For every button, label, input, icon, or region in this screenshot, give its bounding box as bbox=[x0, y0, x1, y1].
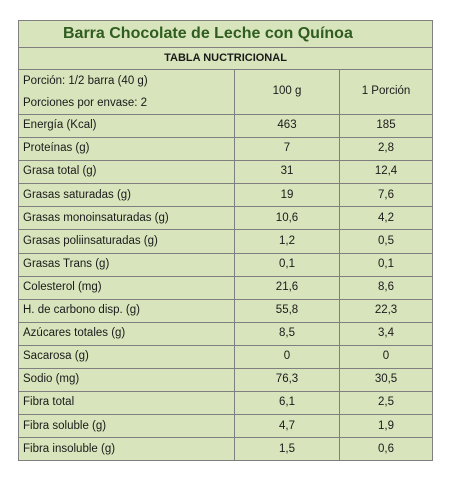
value-per-100g: 8,5 bbox=[235, 322, 340, 345]
nutrient-label: Grasas Trans (g) bbox=[19, 253, 235, 276]
column-header-100g: 100 g bbox=[235, 70, 340, 115]
table-row bbox=[19, 253, 433, 276]
table-row bbox=[19, 299, 433, 322]
title-row bbox=[19, 21, 433, 48]
value-per-portion: 3,4 bbox=[340, 322, 433, 345]
value-per-100g: 1,5 bbox=[235, 438, 340, 461]
nutrient-label: Proteínas (g) bbox=[19, 138, 235, 161]
nutrient-label: Fibra soluble (g) bbox=[19, 415, 235, 438]
nutrient-label: Grasa total (g) bbox=[19, 161, 235, 184]
value-per-100g: 7 bbox=[235, 138, 340, 161]
nutrition-table-container bbox=[18, 20, 432, 461]
table-row bbox=[19, 230, 433, 253]
nutrient-label: Fibra insoluble (g) bbox=[19, 438, 235, 461]
portion-info bbox=[19, 70, 235, 115]
table-row bbox=[19, 115, 433, 138]
value-per-portion: 2,5 bbox=[340, 392, 433, 415]
nutrient-label: Sacarosa (g) bbox=[19, 345, 235, 368]
portions-per-pack: Porciones por envase: 2 bbox=[23, 97, 148, 109]
value-per-portion: 0,5 bbox=[340, 230, 433, 253]
value-per-100g: 0 bbox=[235, 345, 340, 368]
value-per-portion: 0,6 bbox=[340, 438, 433, 461]
header-row bbox=[19, 70, 433, 115]
table-row bbox=[19, 138, 433, 161]
nutrition-table bbox=[18, 20, 433, 461]
value-per-portion: 0,1 bbox=[340, 253, 433, 276]
table-row bbox=[19, 322, 433, 345]
table-row bbox=[19, 207, 433, 230]
table-row bbox=[19, 415, 433, 438]
nutrient-label: Fibra total bbox=[19, 392, 235, 415]
column-header-portion: 1 Porción bbox=[340, 70, 433, 115]
value-per-100g: 31 bbox=[235, 161, 340, 184]
nutrient-label: Grasas monoinsaturadas (g) bbox=[19, 207, 235, 230]
value-per-100g: 19 bbox=[235, 184, 340, 207]
value-per-portion: 1,9 bbox=[340, 415, 433, 438]
portion-size: Porción: 1/2 barra (40 g) bbox=[23, 75, 148, 87]
nutrient-label: Colesterol (mg) bbox=[19, 276, 235, 299]
table-row bbox=[19, 184, 433, 207]
table-row bbox=[19, 369, 433, 392]
value-per-portion: 8,6 bbox=[340, 276, 433, 299]
value-per-portion: 2,8 bbox=[340, 138, 433, 161]
value-per-portion: 7,6 bbox=[340, 184, 433, 207]
nutrient-label: H. de carbono disp. (g) bbox=[19, 299, 235, 322]
table-row bbox=[19, 276, 433, 299]
subtitle-row bbox=[19, 48, 433, 70]
value-per-100g: 76,3 bbox=[235, 369, 340, 392]
value-per-portion: 12,4 bbox=[340, 161, 433, 184]
value-per-100g: 463 bbox=[235, 115, 340, 138]
value-per-portion: 30,5 bbox=[340, 369, 433, 392]
product-title: Barra Chocolate de Leche con Quínoa bbox=[19, 21, 433, 48]
table-row bbox=[19, 438, 433, 461]
value-per-100g: 0,1 bbox=[235, 253, 340, 276]
table-row bbox=[19, 392, 433, 415]
table-subtitle: TABLA NUCTRICIONAL bbox=[19, 48, 433, 70]
nutrient-label: Sodio (mg) bbox=[19, 369, 235, 392]
nutrient-label: Grasas saturadas (g) bbox=[19, 184, 235, 207]
value-per-portion: 0 bbox=[340, 345, 433, 368]
value-per-100g: 21,6 bbox=[235, 276, 340, 299]
nutrient-label: Grasas poliinsaturadas (g) bbox=[19, 230, 235, 253]
value-per-100g: 6,1 bbox=[235, 392, 340, 415]
nutrient-label: Azúcares totales (g) bbox=[19, 322, 235, 345]
value-per-100g: 55,8 bbox=[235, 299, 340, 322]
nutrient-label: Energía (Kcal) bbox=[19, 115, 235, 138]
value-per-portion: 22,3 bbox=[340, 299, 433, 322]
value-per-portion: 185 bbox=[340, 115, 433, 138]
value-per-100g: 4,7 bbox=[235, 415, 340, 438]
value-per-100g: 1,2 bbox=[235, 230, 340, 253]
value-per-portion: 4,2 bbox=[340, 207, 433, 230]
table-row bbox=[19, 161, 433, 184]
table-row bbox=[19, 345, 433, 368]
value-per-100g: 10,6 bbox=[235, 207, 340, 230]
